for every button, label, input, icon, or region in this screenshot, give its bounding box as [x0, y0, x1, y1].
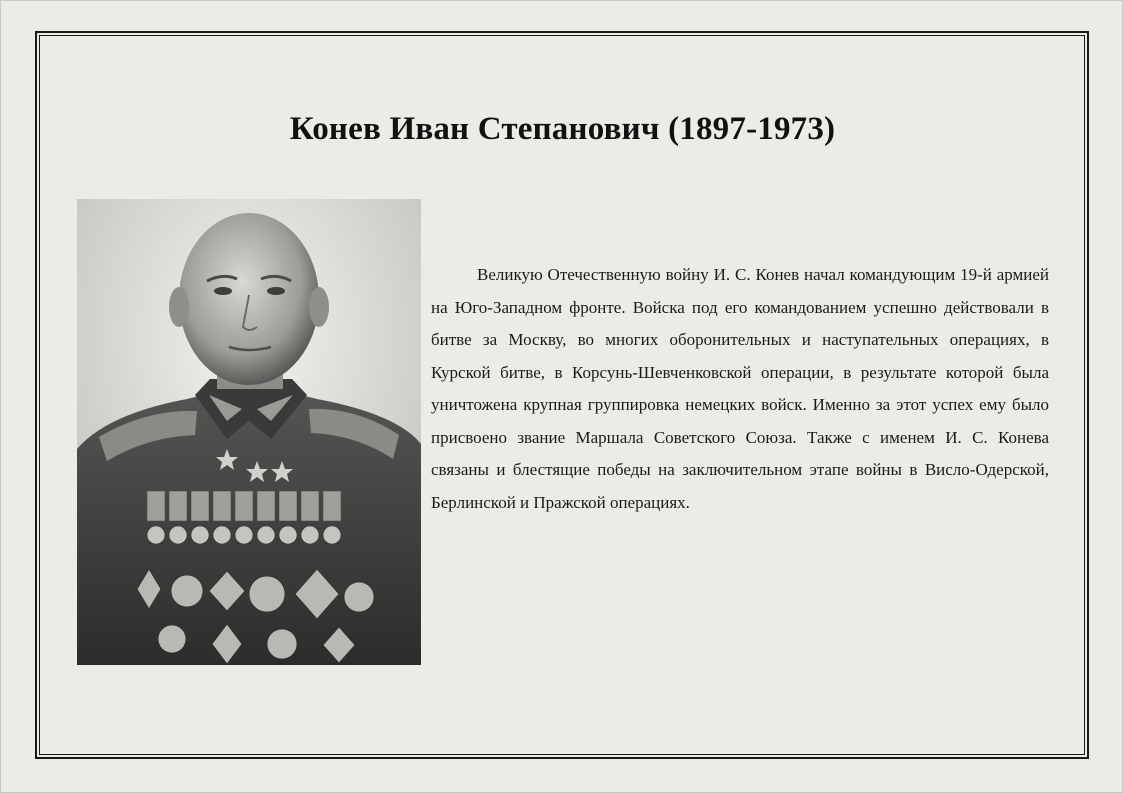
biography-text: Великую Отечественную войну И. С. Конев начал командующим 19-й армией на Юго-Западном фронте. Войска под его командованием успешно действовали в битве за Москву, во многих оборонительных и наступательных операциях, в Курской битве, в Корсунь-Шевченковской операции, в результате которой была уничтожена крупная группировка немецких войск. Именно за этот успех ему было присвоено звание Маршала Советского Союза. Также с именем И. С. Конева связаны и блестящие победы на заключительном этапе войны в Висло-Одерской, Берлинской и Пражской операциях. [431, 265, 1049, 512]
slide-title: Конев Иван Степанович (1897-1973) [289, 111, 836, 147]
portrait-photo-icon [77, 199, 421, 665]
